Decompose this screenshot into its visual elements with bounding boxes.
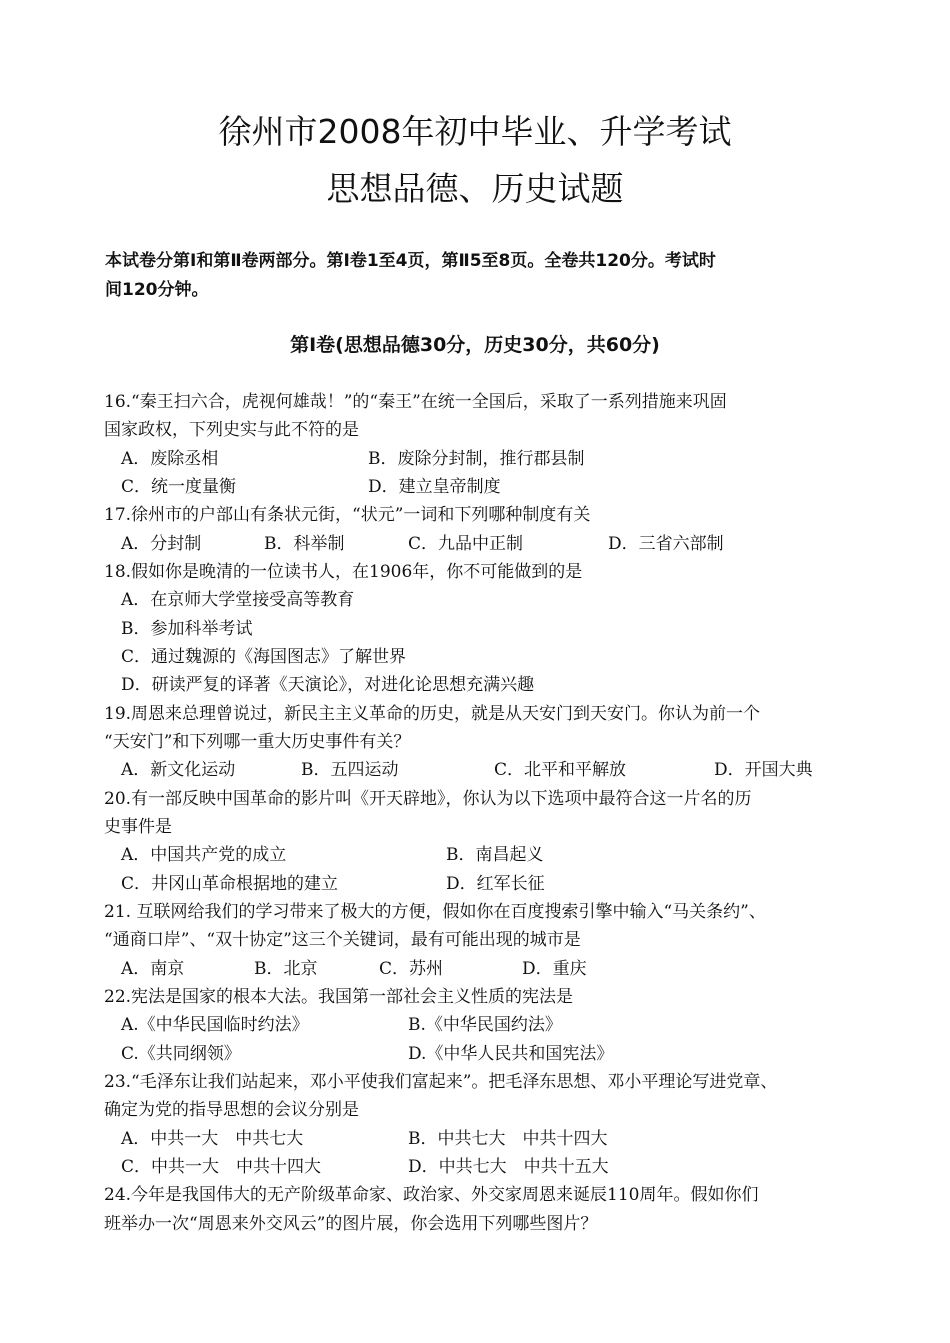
option-c: C．通过魏源的《海国图志》了解世界 <box>121 646 407 667</box>
option-d: D.《中华人民共和国宪法》 <box>408 1043 614 1064</box>
options-row <box>104 530 850 558</box>
question-17 <box>104 501 850 558</box>
exam-subtitle: 思想品德、历史试题 <box>326 169 624 208</box>
option-c: C．九品中正制 <box>408 533 524 554</box>
option-a: A．南京 <box>121 958 185 979</box>
option-c: C．北平和平解放 <box>494 760 627 781</box>
options-row <box>104 955 850 983</box>
question-text: 确定为党的指导思想的会议分别是 <box>104 1100 359 1121</box>
question-text: 24.今年是我国伟大的无产阶级革命家、政治家、外交家周恩来诞辰110周年。假如你们 <box>104 1185 759 1206</box>
option-c: C．井冈山革命根据地的建立 <box>121 873 339 894</box>
instructions-line: 本试卷分第Ⅰ和第Ⅱ卷两部分。第Ⅰ卷1至4页，第Ⅱ5至8页。全卷共120分。考试时 <box>105 251 716 271</box>
options-row <box>104 1153 850 1181</box>
option-b: B．废除分封制，推行郡县制 <box>368 448 585 469</box>
option-d: D．中共七大 中共十五大 <box>408 1156 609 1177</box>
question-text: 22.宪法是国家的根本大法。我国第一部社会主义性质的宪法是 <box>104 986 574 1007</box>
options-row <box>104 1011 850 1039</box>
options-row <box>104 445 850 473</box>
options-row <box>104 473 850 501</box>
option-a: A．分封制 <box>121 533 202 554</box>
question-text: 18.假如你是晚清的一位读书人，在1906年，你不可能做到的是 <box>104 561 583 582</box>
question-text: “通商口岸”、“双十协定”这三个关键词，最有可能出现的城市是 <box>104 930 581 951</box>
question-20 <box>104 785 850 898</box>
section-title: 第Ⅰ卷(思想品德30分，历史30分，共60分) <box>290 334 660 356</box>
option-c: C．中共一大 中共十四大 <box>121 1156 322 1177</box>
question-text: 23.“毛泽东让我们站起来，邓小平使我们富起来”。把毛泽东思想、邓小平理论写进党章、 <box>104 1071 778 1092</box>
option-d: D．研读严复的译著《天演论》，对进化论思想充满兴趣 <box>121 675 535 696</box>
option-d: D．开国大典 <box>714 760 813 781</box>
options-row <box>104 1040 850 1068</box>
question-23 <box>104 1068 850 1181</box>
options-row <box>104 1125 850 1153</box>
question-text: 17.徐州市的户部山有条状元街，“状元”一词和下列哪种制度有关 <box>104 505 591 526</box>
option-a: A.《中华民国临时约法》 <box>121 1015 309 1036</box>
option-c: C．统一度量衡 <box>121 476 237 497</box>
question-text: 国家政权，下列史实与此不符的是 <box>104 420 359 441</box>
option-b: B．南昌起义 <box>446 845 544 866</box>
options-row <box>104 841 850 869</box>
question-text: 20.有一部反映中国革命的影片叫《开天辟地》，你认为以下选项中最符合这一片名的历 <box>104 788 752 809</box>
exam-title: 徐州市2008年初中毕业、升学考试 <box>218 112 732 151</box>
instructions-line: 间120分钟。 <box>105 280 209 300</box>
question-text: 19.周恩来总理曾说过，新民主主义革命的历史，就是从天安门到天安门。你认为前一个 <box>104 703 761 724</box>
option-d: D．三省六部制 <box>608 533 724 554</box>
question-16 <box>104 388 850 501</box>
options-row <box>104 586 850 614</box>
option-c: C.《共同纲领》 <box>121 1043 241 1064</box>
option-d: D．红军长征 <box>446 873 545 894</box>
question-24 <box>104 1181 850 1238</box>
option-a: A．中共一大 中共七大 <box>121 1128 304 1149</box>
options-row <box>104 671 850 699</box>
question-text: 史事件是 <box>104 816 172 837</box>
exam-instructions <box>105 247 850 305</box>
options-row <box>104 615 850 643</box>
options-row <box>104 870 850 898</box>
option-c: C．苏州 <box>379 958 444 979</box>
question-text: 班举办一次“周恩来外交风云”的图片展，你会选用下列哪些图片？ <box>104 1213 598 1234</box>
options-row <box>104 643 850 671</box>
option-b: B．五四运动 <box>301 760 399 781</box>
option-d: D．建立皇帝制度 <box>368 476 501 497</box>
option-b: B．中共七大 中共十四大 <box>408 1128 608 1149</box>
option-a: A．中国共产党的成立 <box>121 845 287 866</box>
option-b: B．科举制 <box>264 533 345 554</box>
question-list <box>104 388 850 1238</box>
options-row <box>104 756 850 784</box>
question-19 <box>104 700 850 785</box>
question-18 <box>104 558 850 700</box>
question-text: “天安门”和下列哪一重大历史事件有关？ <box>104 731 411 752</box>
option-a: A．在京师大学堂接受高等教育 <box>121 590 355 611</box>
option-d: D．重庆 <box>522 958 587 979</box>
option-b: B．参加科举考试 <box>121 618 253 639</box>
option-a: A．废除丞相 <box>121 448 219 469</box>
question-21 <box>104 898 850 983</box>
option-b: B．北京 <box>254 958 318 979</box>
question-text: 21. 互联网给我们的学习带来了极大的方便，假如你在百度搜索引擎中输入“马关条约”、 <box>104 901 766 922</box>
option-a: A．新文化运动 <box>121 760 236 781</box>
question-22 <box>104 983 850 1068</box>
option-b: B.《中华民国约法》 <box>408 1015 562 1036</box>
question-text: 16.“秦王扫六合，虎视何雄哉！”的“秦王”在统一全国后，采取了一系列措施来巩固 <box>104 392 727 412</box>
